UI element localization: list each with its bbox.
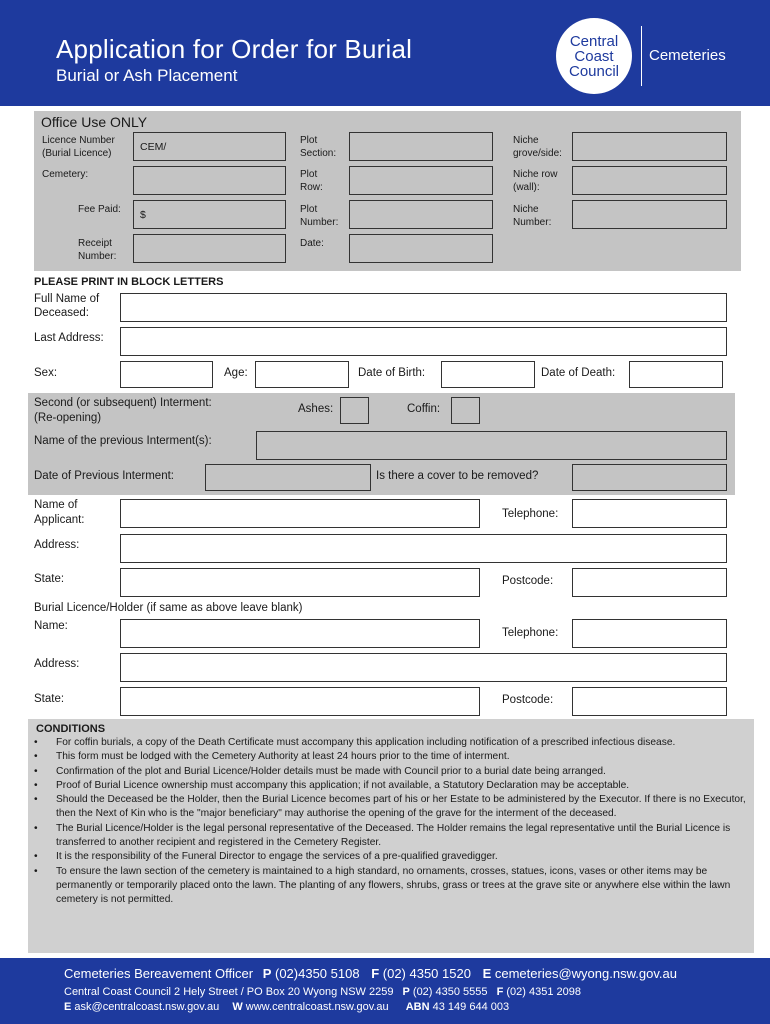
niche-grove-field[interactable] (572, 132, 727, 161)
dod-label: Date of Death: (541, 367, 616, 379)
niche-number-label-1: Niche (513, 204, 539, 215)
condition-item: • For coffin burials, a copy of the Death Certificate must accompany this application including notification of a prescribed infectious disease. (34, 736, 748, 750)
conditions-list (34, 736, 748, 908)
condition-bullet: • (34, 865, 38, 877)
abn-value: 43 149 644 003 (432, 1001, 510, 1013)
condition-item: • It is the responsibility of the Funeral Director to engage the services of a pre-qualified gravedigger. (34, 850, 748, 864)
applicant-telephone-input[interactable] (572, 499, 727, 528)
print-notice: PLEASE PRINT IN BLOCK LETTERS (34, 276, 224, 288)
coffin-label: Coffin: (407, 403, 441, 415)
holder-postcode-label: Postcode: (502, 694, 554, 706)
logo-line-2: Coast (574, 48, 614, 65)
previous-date-input[interactable] (205, 464, 371, 491)
email-prefix: E (482, 966, 492, 981)
date-label: Date: (300, 238, 324, 249)
applicant-postcode-input[interactable] (572, 568, 727, 597)
coffin-checkbox[interactable] (451, 397, 480, 424)
form-subtitle: Burial or Ash Placement (56, 66, 238, 85)
applicant-address-label: Address: (34, 539, 80, 551)
plot-section-label-1: Plot (300, 135, 318, 146)
council-address: Central Coast Council 2 Hely Street / PO Box 20 Wyong NSW 2259 (64, 986, 394, 998)
officer-fax: (02) 4350 1520 (382, 966, 471, 981)
council-fax: (02) 4351 2098 (506, 986, 582, 998)
condition-bullet: • (34, 751, 38, 763)
form-title: Application for Order for Burial (56, 34, 413, 64)
sex-input[interactable] (120, 361, 213, 388)
last-address-input[interactable] (120, 327, 727, 356)
condition-bullet: • (34, 779, 38, 791)
applicant-telephone-label: Telephone: (502, 508, 559, 520)
condition-item: • Should the Deceased be the Holder, then the Burial Licence becomes part of his or her Estate to be administered by the Executor. If there is no Executor, then the Next of Kin who is the "major beneficiary" may authorise the opening of the grave for the interment of the deceased. (34, 794, 746, 820)
receipt-number-field[interactable] (133, 234, 286, 263)
officer-label: Cemeteries Bereavement Officer (64, 966, 254, 981)
second-interment-label-1: Second (or subsequent) Interment: (34, 397, 212, 409)
council-phone[interactable]: (02) 4350 5555 (412, 986, 488, 998)
fee-paid-label: Fee Paid: (78, 204, 121, 215)
applicant-name-input[interactable] (120, 499, 480, 528)
niche-grove-label-1: Niche (513, 135, 539, 146)
full-name-label-2: Deceased: (34, 307, 89, 319)
logo-line-1: Central (569, 33, 619, 50)
phone-prefix: P (262, 966, 272, 981)
age-input[interactable] (255, 361, 349, 388)
condition-bullet: • (34, 765, 38, 777)
conditions-title: CONDITIONS (36, 723, 106, 735)
licence-label-1: Licence Number (42, 135, 115, 146)
last-address-label: Last Address: (34, 332, 104, 344)
deceased-full-name-input[interactable] (120, 293, 727, 322)
plot-section-label-2: Section: (300, 148, 337, 159)
council-phone-prefix: P (402, 986, 410, 998)
niche-grove-label-2: grove/side: (513, 148, 562, 159)
plot-row-field[interactable] (349, 166, 493, 195)
plot-number-field[interactable] (349, 200, 493, 229)
footer-officer-line (64, 966, 677, 981)
receipt-label-1: Receipt (78, 238, 112, 249)
applicant-postcode-label: Postcode: (502, 575, 554, 587)
holder-state-input[interactable] (120, 687, 480, 716)
dod-input[interactable] (629, 361, 723, 388)
applicant-state-label: State: (34, 573, 65, 585)
full-name-label-1: Full Name of (34, 293, 100, 305)
niche-number-field[interactable] (572, 200, 727, 229)
condition-bullet: • (34, 851, 38, 863)
condition-bullet: • (34, 822, 38, 834)
logo-divider (641, 26, 642, 86)
niche-number-label-2: Number: (513, 217, 552, 228)
second-interment-label-2: (Re-opening) (34, 412, 102, 424)
condition-item: • This form must be lodged with the Cemetery Authority at least 24 hours prior to the time of interment. (34, 750, 748, 764)
council-fax-prefix: F (496, 986, 504, 998)
holder-address-label: Address: (34, 658, 80, 670)
age-label: Age: (224, 367, 248, 379)
cover-input[interactable] (572, 464, 727, 491)
plot-number-label-2: Number: (300, 217, 339, 228)
holder-postcode-input[interactable] (572, 687, 727, 716)
niche-row-label-2: (wall): (513, 182, 540, 193)
footer-contact-line (64, 1001, 509, 1013)
applicant-name-label-2: Applicant: (34, 514, 85, 526)
receipt-label-2: Number: (78, 251, 117, 262)
holder-address-input[interactable] (120, 653, 727, 682)
plot-row-label-2: Row: (300, 182, 323, 193)
dob-label: Date of Birth: (358, 367, 426, 379)
plot-row-label-1: Plot (300, 169, 318, 180)
condition-bullet: • (34, 794, 38, 806)
plot-number-label-1: Plot (300, 204, 318, 215)
website-prefix: W (232, 1001, 243, 1013)
plot-section-field[interactable] (349, 132, 493, 161)
sex-label: Sex: (34, 367, 58, 379)
fee-paid-field[interactable] (133, 200, 286, 229)
footer-banner (0, 958, 770, 1024)
council-logo (556, 18, 632, 94)
logo-line-3: Council (568, 63, 620, 80)
condition-bullet: • (34, 737, 38, 748)
condition-item: • The Burial Licence/Holder is the legal personal representative of the Deceased. The Holder remains the legal representative until the Burial Licence is transferred to another recipient and registered in the Cemetery Register. (34, 822, 731, 849)
previous-interments-input[interactable] (256, 431, 727, 460)
officer-phone[interactable]: (02)4350 5108 (274, 966, 360, 981)
cover-label: Is there a cover to be removed? (376, 470, 539, 482)
previous-interments-label: Name of the previous Interment(s): (34, 435, 212, 447)
licence-number-field[interactable] (133, 132, 286, 161)
condition-item: • Confirmation of the plot and Burial Licence/Holder details must be made with Council prior to a burial date being arranged. (34, 765, 748, 779)
applicant-name-label-1: Name of (34, 499, 78, 511)
holder-state-label: State: (34, 693, 65, 705)
footer-address-line (64, 986, 581, 998)
abn-label: ABN (405, 1001, 430, 1013)
conditions-section (28, 719, 754, 953)
fee-currency: $ (140, 209, 146, 221)
holder-telephone-input[interactable] (572, 619, 727, 648)
applicant-state-input[interactable] (120, 568, 480, 597)
header-banner (0, 0, 770, 106)
holder-name-input[interactable] (120, 619, 480, 648)
niche-row-field[interactable] (572, 166, 727, 195)
ashes-checkbox[interactable] (340, 397, 369, 424)
fax-prefix: F (371, 966, 380, 981)
condition-item: • To ensure the lawn section of the cemetery is maintained to a high standard, no ornaments, crosses, statues, icons, vases or other items may be permanently or temporarily placed onto the lawn. The planting of any flowers, shrubs, grass or trees at the grave site or anywhere else within the lawn cemetery is not permitted. (34, 865, 731, 906)
office-use-heading: Office Use ONLY (41, 114, 148, 130)
holder-telephone-label: Telephone: (502, 627, 559, 639)
condition-item: • Proof of Burial Licence ownership must accompany this application; if not available, a Statutory Declaration may be acceptable. (34, 779, 748, 793)
niche-row-label-1: Niche row (513, 169, 558, 180)
ashes-label: Ashes: (298, 403, 334, 415)
holder-heading: Burial Licence/Holder (if same as above leave blank) (34, 602, 303, 614)
holder-name-label: Name: (34, 620, 68, 632)
officer-email-link[interactable]: cemeteries@wyong.nsw.gov.au (494, 966, 677, 981)
applicant-address-input[interactable] (120, 534, 727, 563)
cemetery-label: Cemetery: (42, 169, 89, 180)
licence-label-2: (Burial Licence) (42, 148, 112, 159)
previous-date-label: Date of Previous Interment: (34, 470, 174, 482)
licence-number-prefix: CEM/ (140, 141, 167, 153)
dob-input[interactable] (441, 361, 535, 388)
logo-section-name: Cemeteries (649, 47, 726, 64)
ask-email-prefix: E (64, 1001, 72, 1013)
office-date-field[interactable] (349, 234, 493, 263)
website-link[interactable]: www.centralcoast.nsw.gov.au (245, 1001, 389, 1013)
ask-email-link[interactable]: ask@centralcoast.nsw.gov.au (74, 1001, 220, 1013)
cemetery-field[interactable] (133, 166, 286, 195)
